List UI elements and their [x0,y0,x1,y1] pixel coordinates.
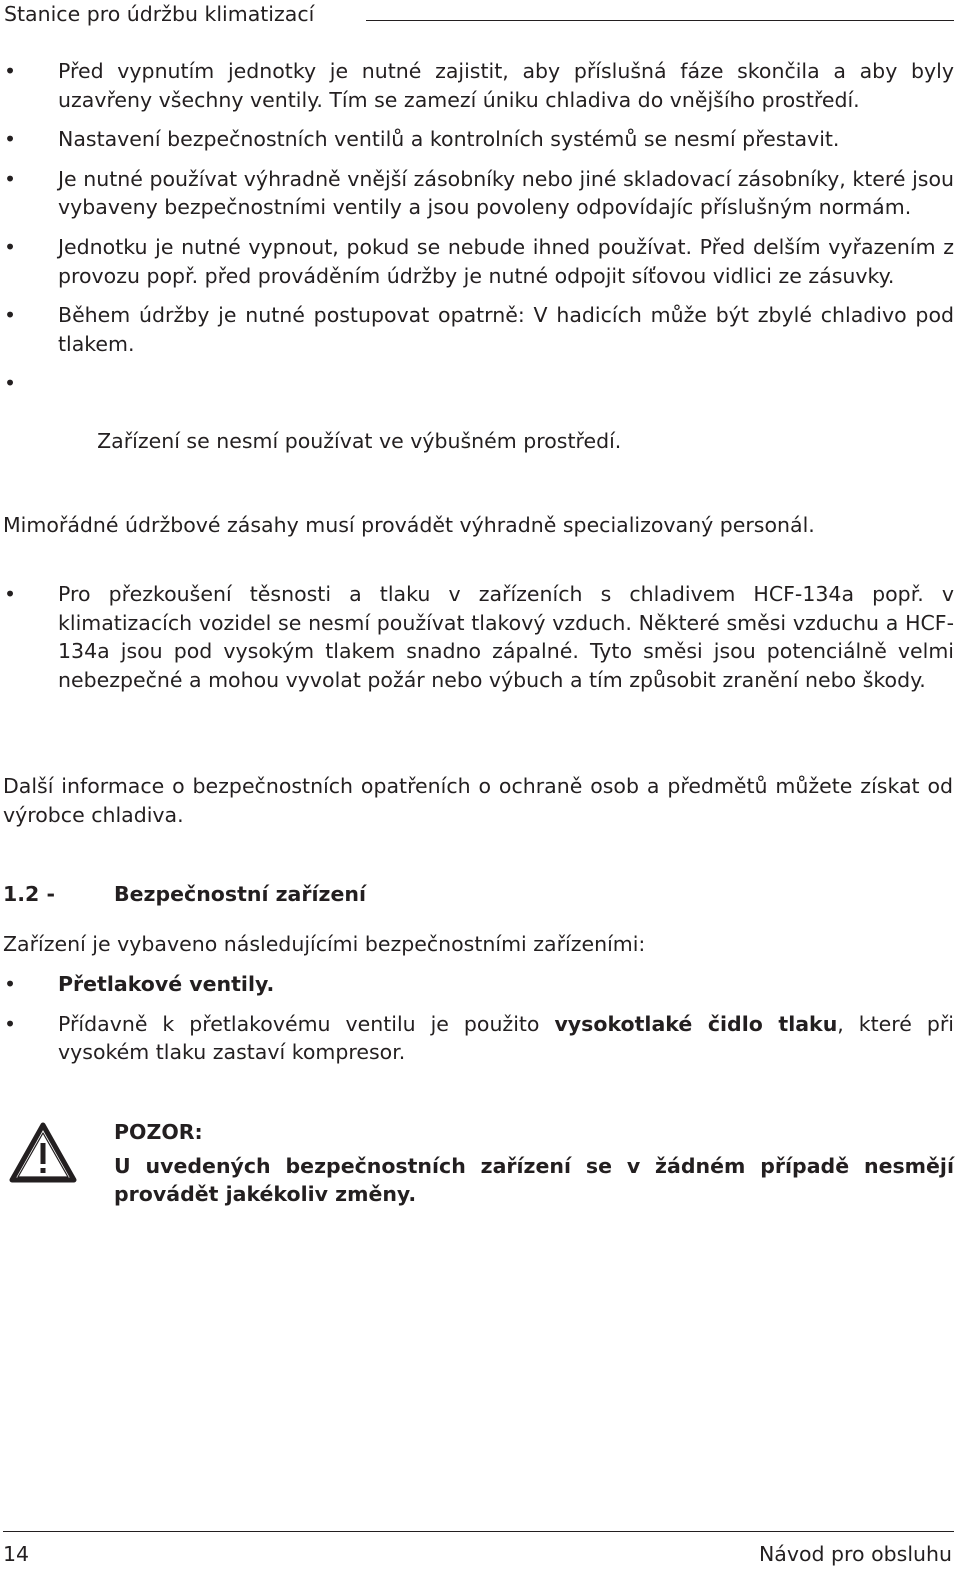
list-item-text: Zařízení se nesmí používat ve výbušném prostředí. [84,428,622,453]
list-item-text: Před vypnutím jednotky je nutné zajistit, aby příslušná fáze skončila a aby byly uzavřeny všechny ventily. Tím se zamezí úniku chladiva do vnějšího prostředí. [58,59,954,112]
list-item-text: , které při vysokém tlaku zastaví kompresor. [58,1011,954,1065]
bullet: • [4,234,17,259]
list-item [0,1010,954,1067]
list-item [0,970,954,999]
header-title: Stanice pro údržbu klimatizací [4,0,328,28]
list-item-text: Pro přezkoušení těsnosti a tlaku v zařízeních s chladivem HCF-134a popř. v klimatizacích vozidel se nesmí používat tlakový vzduch. Některé směsi vzduchu a HCF-134a jsou pod vysokým tlakem snadno zápalné. Tyto směsi jsou potenciálně velmi nebezpečné a mohou vyvolat požár nebo výbuch a tím způsobit zranění nebo škody. [58,582,954,692]
further-info-paragraph: Další informace o bezpečnostních opatřeních o ochraně osob a předmětů můžete získat od výrobce chladiva. [3,774,953,827]
list-item [0,580,954,694]
list-item [0,165,954,222]
list-item-text: Přetlakové ventily. [58,972,275,996]
warning-block [114,1118,954,1209]
list-item [0,233,954,290]
bullet: • [4,582,17,606]
bullet: • [4,972,17,996]
special-maintenance-paragraph: Mimořádné údržbové zásahy musí provádět výhradně specializovaný personál. [3,513,815,537]
list-item-bold-text: vysokotlaké čidlo tlaku [554,1011,838,1036]
list-item-text: Přídavně k přetlakovému ventilu je použito [58,1011,555,1036]
warning-heading: POZOR: [114,1120,203,1144]
warning-triangle-icon [8,1120,78,1188]
list-item-text: Během údržby je nutné postupovat opatrně: V hadicích může být zbylé chladivo pod tlakem. [58,303,954,356]
bullet: • [4,59,17,83]
compressed-air-list [0,580,954,694]
page-header [4,0,954,30]
list-item [0,369,954,483]
section-number: 1.2 - [3,882,55,906]
bullet: • [4,371,17,396]
bullet: • [4,127,17,152]
footer-manual-title: Návod pro obsluhu [758,1542,952,1566]
equipment-intro-paragraph: Zařízení je vybaveno následujícími bezpečnostními zařízeními: [3,932,646,956]
list-item-text: Jednotku je nutné vypnout, pokud se nebude ihned používat. Před delším vyřazením z provozu popř. před prováděním údržby je nutné odpojit síťovou vidlici ze zásuvky. [58,234,954,288]
safety-list [0,57,954,484]
safety-devices-list [0,970,954,1067]
page-number: 14 [3,1542,30,1566]
list-item [0,301,954,358]
warning-text: U uvedených bezpečnostních zařízení se v žádném případě nesmějí provádět jakékoliv změny. [114,1153,954,1207]
bullet: • [4,303,17,328]
list-item [0,57,954,114]
bullet: • [4,1011,17,1036]
header-rule [366,20,954,21]
list-item-text: Je nutné používat výhradně vnější zásobníky nebo jiné skladovací zásobníky, které jsou vybaveny bezpečnostními ventily a jsou povoleny odpovídajíc příslušným normám. [58,166,954,220]
section-title: Bezpečnostní zařízení [114,882,366,906]
list-item [0,125,954,154]
bullet: • [4,166,17,191]
list-item-text: Nastavení bezpečnostních ventilů a kontrolních systémů se nesmí přestavit. [58,127,840,152]
footer-rule [3,1531,954,1532]
